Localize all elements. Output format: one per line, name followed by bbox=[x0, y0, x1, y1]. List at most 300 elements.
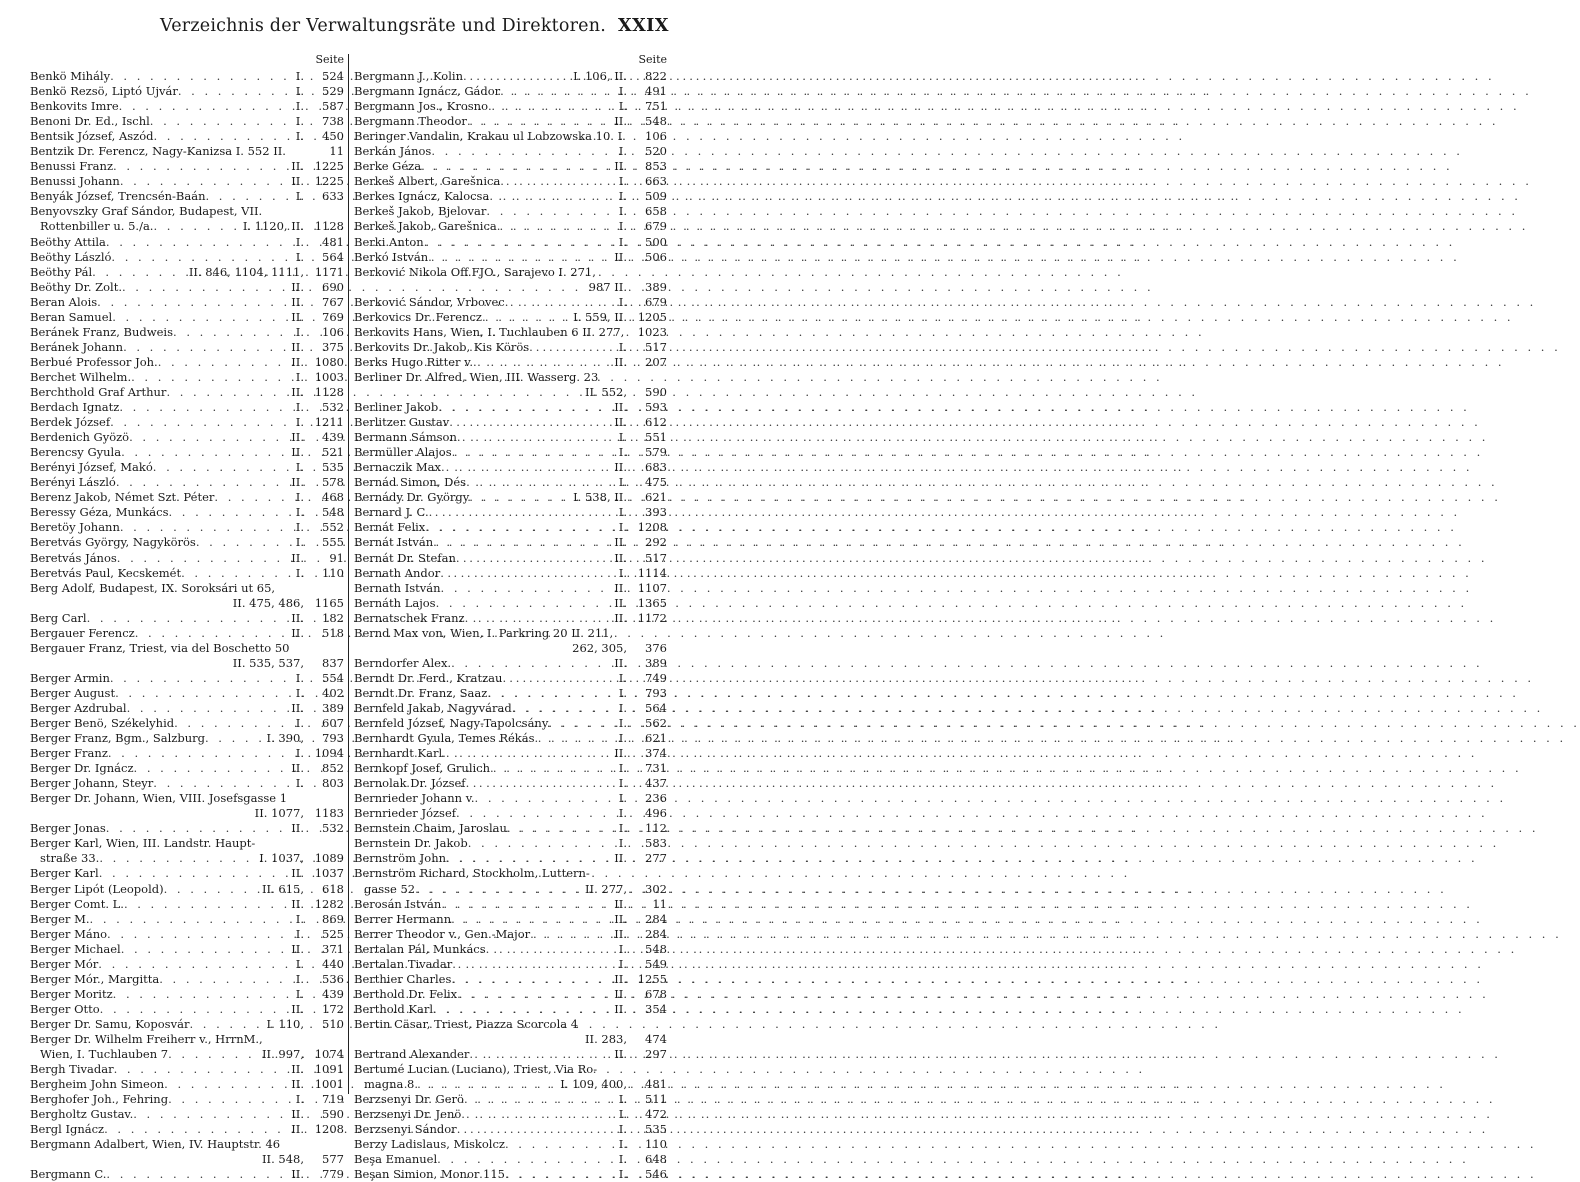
page-ref: 1183 bbox=[314, 806, 344, 821]
page-ref: 297 bbox=[645, 1047, 667, 1062]
volume-ref: I. bbox=[618, 84, 627, 99]
directory-entry bbox=[30, 1062, 344, 1077]
entry-line bbox=[30, 189, 344, 204]
page-ref: 521 bbox=[322, 445, 344, 460]
volume-ref: II. bbox=[291, 625, 304, 640]
entry-line bbox=[354, 1032, 667, 1047]
entry-line bbox=[30, 882, 344, 897]
entry-line bbox=[354, 445, 667, 460]
directory-entry bbox=[354, 1017, 667, 1047]
directory-entry bbox=[30, 1122, 344, 1137]
dot-leader bbox=[535, 731, 617, 746]
dot-leader bbox=[441, 897, 612, 912]
directory-entry bbox=[354, 611, 667, 626]
dot-leader bbox=[452, 445, 617, 460]
page-ref: 583 bbox=[645, 836, 667, 851]
page-ref: 551 bbox=[645, 430, 667, 445]
entry-name: Berke Géza bbox=[354, 159, 422, 174]
volume-ref: II. 283, bbox=[584, 1032, 627, 1046]
entry-line bbox=[354, 280, 667, 295]
dot-leader bbox=[113, 159, 289, 174]
volume-ref: II. bbox=[614, 550, 627, 565]
entry-line bbox=[30, 581, 344, 596]
entry-name: Bergh Tivadar bbox=[30, 1062, 114, 1077]
entry-line bbox=[354, 746, 667, 761]
entry-name: Berger Dr. Johann, Wien, VIII. Josefsgasse 1 bbox=[30, 791, 288, 806]
volume-ref: II. bbox=[291, 896, 304, 911]
page-ref: 11 bbox=[329, 144, 344, 159]
entry-name: Berencsy Gyula bbox=[30, 445, 122, 460]
entry-name: Berger Franz, Bgm., Salzburg bbox=[30, 731, 205, 746]
volume-ref: II. bbox=[614, 1001, 627, 1016]
dot-leader bbox=[98, 957, 294, 972]
entry-line bbox=[354, 159, 667, 174]
volume-ref: II. bbox=[291, 339, 304, 354]
volume-ref: I. bbox=[295, 84, 304, 99]
dot-leader bbox=[119, 99, 294, 114]
directory-entry bbox=[354, 656, 667, 671]
entry-line bbox=[354, 987, 667, 1002]
entry-name: Berdenich Gyözö bbox=[30, 430, 130, 445]
volume-ref: II. bbox=[291, 354, 304, 369]
directory-entry bbox=[30, 701, 344, 716]
directory-entry bbox=[354, 957, 667, 972]
entry-name: Bergmann Jos., Krosno bbox=[354, 99, 488, 114]
entry-line bbox=[30, 235, 344, 250]
directory-entry bbox=[354, 535, 667, 550]
entry-name: Bertalan Pál, Munkács bbox=[354, 941, 486, 956]
dot-leader bbox=[111, 250, 293, 265]
dot-leader bbox=[438, 400, 612, 415]
entry-name: Berrer Hermann bbox=[354, 911, 452, 926]
directory-entry bbox=[354, 1092, 667, 1107]
entry-name: Berghofer Joh., Fehring bbox=[30, 1092, 169, 1107]
entry-name: Berzsenyi Dr. Gerö bbox=[354, 1092, 464, 1107]
entry-name: Bernfeld Jakab, Nagyvárad bbox=[354, 700, 512, 715]
entry-name: Berger Otto bbox=[30, 1001, 100, 1016]
entry-name: Beránek Johann bbox=[30, 339, 124, 354]
entry-line bbox=[354, 731, 667, 746]
directory-entry bbox=[354, 551, 667, 566]
dot-leader bbox=[90, 912, 294, 927]
entry-line bbox=[30, 475, 344, 490]
dot-leader bbox=[121, 942, 290, 957]
entry-line bbox=[30, 129, 344, 144]
directory-entry bbox=[354, 761, 667, 776]
page-ref: 284 bbox=[645, 926, 667, 941]
page-ref: 354 bbox=[645, 1001, 667, 1016]
dot-leader bbox=[159, 972, 294, 987]
entry-line bbox=[354, 1002, 667, 1017]
entry-name: Berger Lipót (Leopold) bbox=[30, 881, 164, 896]
dot-leader bbox=[166, 385, 289, 400]
directory-entry bbox=[354, 1137, 667, 1152]
directory-entry bbox=[30, 1137, 344, 1167]
page-ref: 376 bbox=[645, 640, 667, 655]
entry-line bbox=[354, 295, 667, 310]
page-ref: 548 bbox=[645, 941, 667, 956]
entry-name: Berger Moritz bbox=[30, 986, 113, 1001]
page-ref: 1282 bbox=[314, 896, 344, 911]
entry-name: Berliner Jakob bbox=[354, 400, 439, 415]
directory-entry bbox=[354, 1062, 667, 1092]
dot-leader bbox=[497, 219, 617, 234]
directory-entry bbox=[30, 641, 344, 671]
entry-name: Bentsik József, Aszód bbox=[30, 129, 154, 144]
entry-name: Berger Mór., Margitta bbox=[30, 971, 160, 986]
entry-line bbox=[354, 265, 667, 280]
volume-ref: I. bbox=[618, 761, 627, 776]
entry-line bbox=[354, 355, 667, 370]
page-ref: 437 bbox=[645, 776, 667, 791]
entry-name: Bernády Dr. György bbox=[354, 490, 470, 505]
entry-name: Beringer Vandalin, Krakau ul Lobzowska 10. I. bbox=[354, 129, 626, 144]
volume-ref: I. bbox=[618, 219, 627, 234]
entry-name: Berger Máno bbox=[30, 926, 108, 941]
directory-entry bbox=[30, 836, 344, 866]
entry-line bbox=[30, 1077, 344, 1092]
directory-entry bbox=[354, 1122, 667, 1137]
directory-entry bbox=[30, 1017, 344, 1032]
entry-line bbox=[354, 490, 667, 505]
volume-ref: I. bbox=[295, 911, 304, 926]
dot-leader bbox=[441, 460, 612, 475]
entry-line bbox=[354, 821, 667, 836]
volume-ref: I. bbox=[618, 174, 627, 189]
directory-entry bbox=[30, 746, 344, 761]
entry-name: Beretvás Paul, Kecskemét bbox=[30, 565, 182, 580]
dot-leader bbox=[463, 69, 571, 84]
page-ref: 1001 bbox=[314, 1077, 344, 1092]
entry-line bbox=[354, 400, 667, 415]
volume-ref: II. 277, bbox=[584, 881, 627, 896]
entry-name: Bergmann J., Kolin bbox=[354, 69, 463, 83]
volume-ref: II. 997, bbox=[261, 1047, 304, 1062]
entry-line bbox=[354, 641, 667, 656]
directory-entry bbox=[354, 821, 667, 836]
entry-name: Benyák József, Trencsén-Baán bbox=[30, 189, 206, 204]
page-ref: 110 bbox=[645, 1137, 667, 1152]
page-ref: 1089 bbox=[314, 851, 344, 866]
entry-line bbox=[354, 535, 667, 550]
directory-entry bbox=[30, 761, 344, 776]
directory-entry bbox=[30, 114, 344, 129]
volume-ref: I. bbox=[295, 234, 304, 249]
page-ref: 439 bbox=[322, 430, 344, 445]
directory-entry bbox=[30, 686, 344, 701]
entry-name: Bertrand Alexander bbox=[354, 1047, 470, 1062]
volume-ref: I. bbox=[618, 1137, 627, 1152]
directory-entry bbox=[30, 912, 344, 927]
page-ref: 393 bbox=[645, 505, 667, 520]
entry-line bbox=[30, 415, 344, 430]
entry-name: Bernát István bbox=[354, 535, 434, 550]
entry-name: Bertin Cäsar, Triest, Piazza Scorcola 4 bbox=[354, 1016, 579, 1031]
page-ref: 91 bbox=[329, 550, 344, 565]
volume-ref: I. 106, II. bbox=[573, 69, 627, 83]
page-ref: 779 bbox=[322, 1167, 344, 1182]
column-label-seite: Seite bbox=[315, 53, 344, 66]
volume-ref: 262, 305, bbox=[572, 640, 627, 655]
volume-ref: II. bbox=[614, 580, 627, 595]
dot-leader bbox=[92, 265, 187, 280]
directory-entry bbox=[354, 731, 667, 746]
dot-leader bbox=[127, 701, 290, 716]
volume-ref: II. 548, bbox=[261, 1152, 304, 1167]
entry-name: Benussi Johann bbox=[30, 174, 120, 189]
entry-line bbox=[30, 250, 344, 265]
entry-name: Berliner Dr. Alfred, Wien, III. Wasserg. 23 bbox=[354, 369, 599, 384]
entry-line bbox=[30, 144, 344, 159]
dot-leader bbox=[99, 866, 290, 881]
directory-entry bbox=[354, 490, 667, 505]
volume-ref: I. bbox=[618, 1107, 627, 1122]
entry-line bbox=[30, 897, 344, 912]
directory-entry bbox=[30, 927, 344, 942]
entry-line bbox=[354, 69, 667, 84]
entry-name: Bergauer Franz, Triest, via del Boschetto 50 bbox=[30, 640, 290, 655]
page-ref: 475 bbox=[645, 475, 667, 490]
page-ref: 112 bbox=[645, 821, 667, 836]
entry-name: Benkö Rezsö, Liptó Ujvár bbox=[30, 84, 178, 99]
entry-line bbox=[30, 280, 344, 295]
volume-ref: I. bbox=[295, 189, 304, 204]
entry-line bbox=[30, 340, 344, 355]
entry-line bbox=[30, 535, 344, 550]
entry-name: Berger Armin bbox=[30, 670, 110, 685]
entry-line bbox=[30, 84, 344, 99]
volume-ref: II. bbox=[291, 1107, 304, 1122]
entry-line bbox=[354, 310, 667, 325]
directory-entry bbox=[354, 84, 667, 99]
page-ref: 440 bbox=[322, 956, 344, 971]
entry-line bbox=[30, 866, 344, 881]
entry-line bbox=[30, 174, 344, 189]
dot-leader bbox=[108, 746, 294, 761]
page-ref: 518 bbox=[322, 625, 344, 640]
directory-entry bbox=[30, 355, 344, 370]
dot-leader bbox=[114, 1062, 290, 1077]
dot-leader bbox=[457, 987, 612, 1002]
page-ref: 548 bbox=[322, 505, 344, 520]
entry-name: Bergmann Ignácz, Gádor bbox=[354, 84, 501, 99]
volume-ref: II. bbox=[614, 971, 627, 986]
entry-name: Berger M. bbox=[30, 911, 90, 926]
volume-ref: II. bbox=[291, 294, 304, 309]
page-ref: 869 bbox=[322, 911, 344, 926]
volume-ref: I. 559, II. bbox=[573, 309, 627, 324]
dot-leader bbox=[440, 566, 617, 581]
entry-name: gasse 52 bbox=[364, 881, 416, 896]
entry-name: Beran Alois bbox=[30, 294, 98, 309]
entry-line bbox=[354, 385, 667, 400]
entry-line bbox=[30, 806, 344, 821]
dot-leader bbox=[124, 897, 289, 912]
volume-ref: I. bbox=[295, 505, 304, 520]
directory-entry bbox=[30, 430, 344, 445]
dot-leader bbox=[120, 174, 289, 189]
volume-ref: I. bbox=[618, 445, 627, 460]
volume-ref: I. 109, 400, bbox=[560, 1077, 627, 1092]
dot-leader bbox=[433, 535, 612, 550]
entry-name: Berger Dr. Samu, Koposvár bbox=[30, 1016, 190, 1031]
entry-line bbox=[30, 1047, 344, 1062]
entry-name: Bernhardt Gyula, Temes Rékás bbox=[354, 731, 535, 746]
directory-entry bbox=[30, 159, 344, 174]
dot-leader bbox=[154, 129, 294, 144]
entry-name: Bernd Max von, Wien, I. Parkring 20 II. 211, bbox=[354, 625, 614, 640]
volume-ref: II. bbox=[291, 309, 304, 324]
dot-leader bbox=[500, 174, 617, 189]
right-entries bbox=[354, 69, 667, 1182]
entry-name: Bernfeld József, Nagy-Tapolcsány bbox=[354, 716, 549, 731]
entry-name: Bernkopf Josef, Grulich bbox=[354, 761, 491, 776]
dot-leader bbox=[500, 84, 617, 99]
entry-name: Beöthy Pál bbox=[30, 264, 93, 279]
volume-ref: I. bbox=[618, 956, 627, 971]
dot-leader bbox=[110, 415, 294, 430]
directory-entry bbox=[30, 1092, 344, 1107]
volume-ref: II. 615, bbox=[261, 881, 304, 896]
entry-line bbox=[354, 340, 667, 355]
dot-leader bbox=[153, 776, 294, 791]
directory-entry bbox=[354, 806, 667, 821]
directory-entry bbox=[354, 204, 667, 219]
directory-entry bbox=[354, 866, 667, 896]
volume-ref: I. bbox=[295, 520, 304, 535]
dot-leader bbox=[421, 159, 612, 174]
entry-line bbox=[30, 325, 344, 340]
volume-ref: I. bbox=[618, 821, 627, 836]
directory-entry bbox=[30, 235, 344, 250]
page-ref: 375 bbox=[322, 339, 344, 354]
entry-name: Bergholtz Gustav. bbox=[30, 1107, 134, 1122]
page-ref: 564 bbox=[322, 249, 344, 264]
entry-line bbox=[30, 596, 344, 611]
volume-ref: II. bbox=[291, 866, 304, 881]
directory-entry bbox=[30, 505, 344, 520]
volume-ref: II. bbox=[614, 926, 627, 941]
page-ref: 496 bbox=[645, 806, 667, 821]
volume-ref: I. bbox=[295, 114, 304, 129]
dot-leader bbox=[87, 611, 290, 626]
page-ref: 593 bbox=[645, 400, 667, 415]
dot-leader bbox=[153, 219, 240, 234]
entry-name: Berger Jonas bbox=[30, 821, 106, 836]
page-ref: 510 bbox=[322, 1016, 344, 1031]
volume-ref: I. bbox=[618, 806, 627, 821]
entry-line bbox=[30, 836, 344, 851]
entry-line bbox=[354, 325, 667, 340]
entry-line bbox=[30, 265, 344, 280]
entry-name: Beretvás János bbox=[30, 550, 117, 565]
entry-name: Berger Dr. Ignácz bbox=[30, 761, 134, 776]
entry-name: Bernard J. C. bbox=[354, 505, 429, 520]
directory-entry bbox=[354, 1107, 667, 1122]
page-ref: 1205 bbox=[637, 309, 667, 324]
dot-leader bbox=[487, 686, 616, 701]
page-ref: 648 bbox=[645, 1152, 667, 1167]
directory-entry bbox=[354, 581, 667, 596]
directory-entry bbox=[30, 1032, 344, 1062]
directory-entry bbox=[354, 355, 667, 370]
entry-line bbox=[354, 581, 667, 596]
dot-leader bbox=[134, 761, 290, 776]
volume-ref: II. bbox=[614, 746, 627, 761]
volume-ref: II. bbox=[291, 821, 304, 836]
page-ref: 1037 bbox=[314, 866, 344, 881]
page-ref: 1091 bbox=[314, 1062, 344, 1077]
dot-leader bbox=[178, 84, 294, 99]
page-ref: 535 bbox=[645, 1122, 667, 1137]
entry-name: Bergmann Theodor bbox=[354, 114, 467, 129]
dot-leader bbox=[482, 310, 571, 325]
directory-entry bbox=[354, 174, 667, 189]
entry-name: Bermann Sámson bbox=[354, 430, 457, 445]
entry-name: magna 8 bbox=[364, 1077, 415, 1092]
entry-name: Bernatschek Franz bbox=[354, 610, 465, 625]
entry-line bbox=[30, 942, 344, 957]
entry-name: Benkovits Imre bbox=[30, 99, 119, 114]
entry-name: Beretvás György, Nagykörös bbox=[30, 535, 196, 550]
page-ref: 719 bbox=[322, 1092, 344, 1107]
directory-entry bbox=[30, 1077, 344, 1092]
entry-name: Berdek József bbox=[30, 415, 111, 430]
volume-ref: II. bbox=[614, 986, 627, 1001]
page-ref: 532 bbox=[322, 400, 344, 415]
entry-line bbox=[30, 204, 344, 219]
directory-entry bbox=[354, 1167, 667, 1182]
entry-name: Berndorfer Alex. bbox=[354, 655, 452, 670]
directory-entry bbox=[30, 611, 344, 626]
entry-name: Berchet Wilhelm. bbox=[30, 369, 132, 384]
entry-line bbox=[30, 1122, 344, 1137]
entry-name: Berks Hugo Ritter v. bbox=[354, 354, 473, 369]
directory-entry bbox=[30, 897, 344, 912]
entry-line bbox=[30, 927, 344, 942]
directory-entry bbox=[30, 776, 344, 791]
entry-line bbox=[30, 1152, 344, 1167]
directory-entry bbox=[30, 445, 344, 460]
page-ref: 1208 bbox=[637, 520, 667, 535]
entry-line bbox=[354, 596, 667, 611]
dot-leader bbox=[106, 235, 294, 250]
entry-line bbox=[30, 851, 344, 866]
volume-ref: I. bbox=[295, 369, 304, 384]
entry-line bbox=[30, 1017, 344, 1032]
entry-name: Bernstein Dr. Jakob bbox=[354, 836, 468, 851]
dot-leader bbox=[507, 821, 617, 836]
volume-ref: II. bbox=[291, 1062, 304, 1077]
directory-entry bbox=[354, 912, 667, 927]
directory-entry bbox=[354, 505, 667, 520]
directory-entry bbox=[30, 626, 344, 641]
volume-ref: I. 1037, bbox=[259, 851, 304, 866]
page-ref: 822 bbox=[645, 69, 667, 83]
entry-name: Berger Mór bbox=[30, 956, 99, 971]
entry-line bbox=[354, 1017, 667, 1032]
volume-ref: II. bbox=[291, 550, 304, 565]
entry-name: Berenz Jakob, Német Szt. Péter bbox=[30, 490, 215, 505]
entry-line bbox=[354, 656, 667, 671]
entry-line bbox=[354, 460, 667, 475]
dot-leader bbox=[104, 1122, 289, 1137]
directory-entry bbox=[30, 942, 344, 957]
volume-ref: I. bbox=[618, 144, 627, 159]
dot-leader bbox=[106, 1167, 289, 1182]
dot-leader bbox=[469, 490, 571, 505]
page-ref: 679 bbox=[645, 219, 667, 234]
